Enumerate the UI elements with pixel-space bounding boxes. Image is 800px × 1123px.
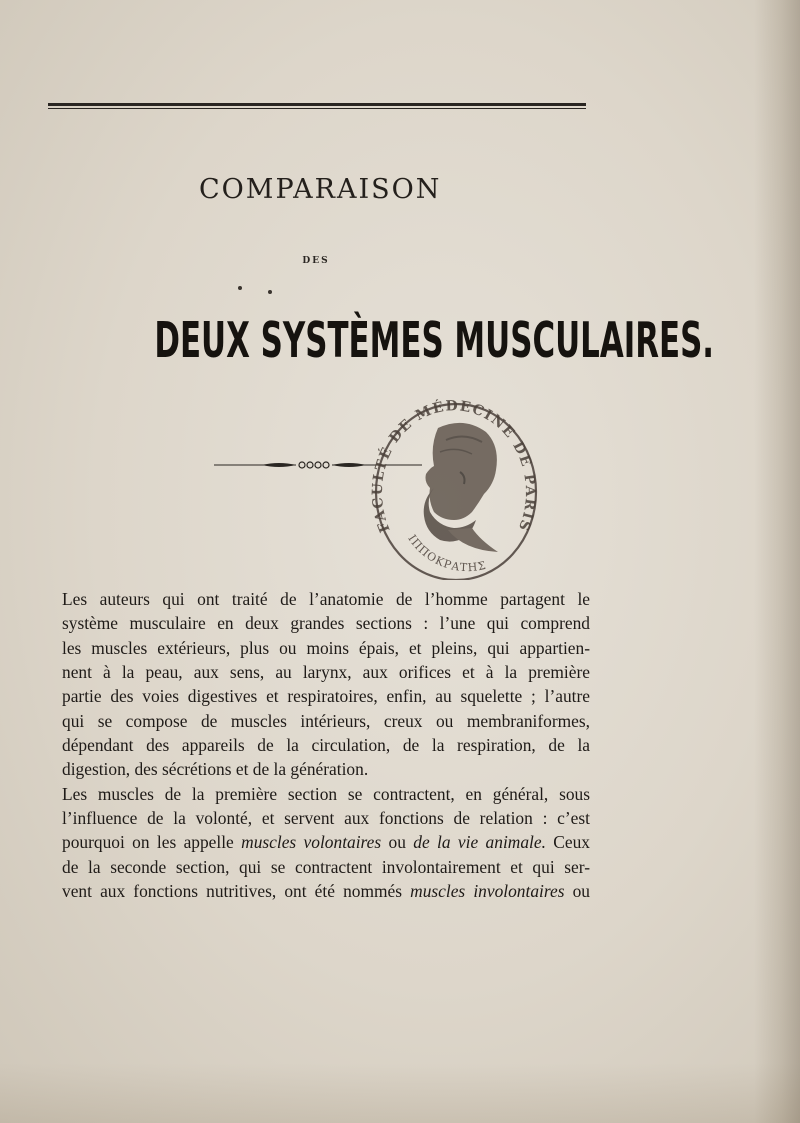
text-line: qui se compose de muscles intérieurs, creux ou membraniformes, bbox=[62, 710, 590, 731]
italic-term: muscles volontaires bbox=[241, 832, 382, 853]
italic-term: muscles involontaires bbox=[410, 881, 565, 902]
title-comparaison: COMPARAISON bbox=[199, 174, 442, 205]
text-line: l’influence de la volonté, et servent aux fonctions de relation : c’est bbox=[62, 808, 590, 829]
text-line: partie des voies digestives et respiratoires, enfin, au squelette ; l’autre bbox=[62, 686, 590, 707]
hippocrates-portrait-icon bbox=[424, 423, 498, 552]
stamp-bottom-text: ΙΠΠΟΚΡΑΤΗΣ bbox=[405, 532, 488, 575]
paragraph-2 bbox=[62, 782, 590, 904]
italic-term: de la vie animale. bbox=[413, 832, 546, 853]
text-line: Les auteurs qui ont traité de l’anatomie de l’homme partagent le bbox=[62, 589, 590, 609]
text-line: de la seconde section, qui se contractent involontairement et qui ser- bbox=[62, 856, 590, 877]
text-line: digestion, des sécrétions et de la génération. bbox=[62, 759, 369, 780]
stamp-top-text: FACULTÉ DE MÉDECINE DE PARIS bbox=[369, 398, 538, 535]
header-double-rule bbox=[48, 103, 586, 109]
text-line: les muscles extérieurs, plus ou moins épais, et pleins, qui appartien- bbox=[62, 637, 590, 658]
paragraph-1 bbox=[62, 587, 590, 782]
text-line: dépendant des appareils de la circulation, de la respiration, de la bbox=[62, 735, 590, 756]
ornament-dot bbox=[268, 290, 272, 294]
title-deux-systemes-musculaires: DEUX SYSTÈMES MUSCULAIRES. bbox=[154, 312, 715, 369]
title-des: DES bbox=[302, 256, 330, 266]
text-line: système musculaire en deux grandes sections : l’une qui comprend bbox=[62, 613, 590, 634]
page-edge-shadow bbox=[754, 0, 800, 1123]
text-line: Les muscles de la première section se contractent, en général, sous bbox=[62, 783, 590, 804]
text-line: vent aux fonctions nutritives, ont été nommés muscles involontaires ou bbox=[62, 881, 590, 902]
text-line: pourquoi on les appelle muscles volontaires ou de la vie animale. Ceux bbox=[62, 832, 591, 853]
library-stamp-seal bbox=[368, 380, 548, 580]
body-text bbox=[62, 587, 590, 903]
page-bottom-shadow bbox=[0, 1063, 800, 1123]
ornament-dot bbox=[238, 286, 242, 290]
text-line: nent à la peau, aux sens, au larynx, aux orifices et à la première bbox=[62, 662, 590, 683]
